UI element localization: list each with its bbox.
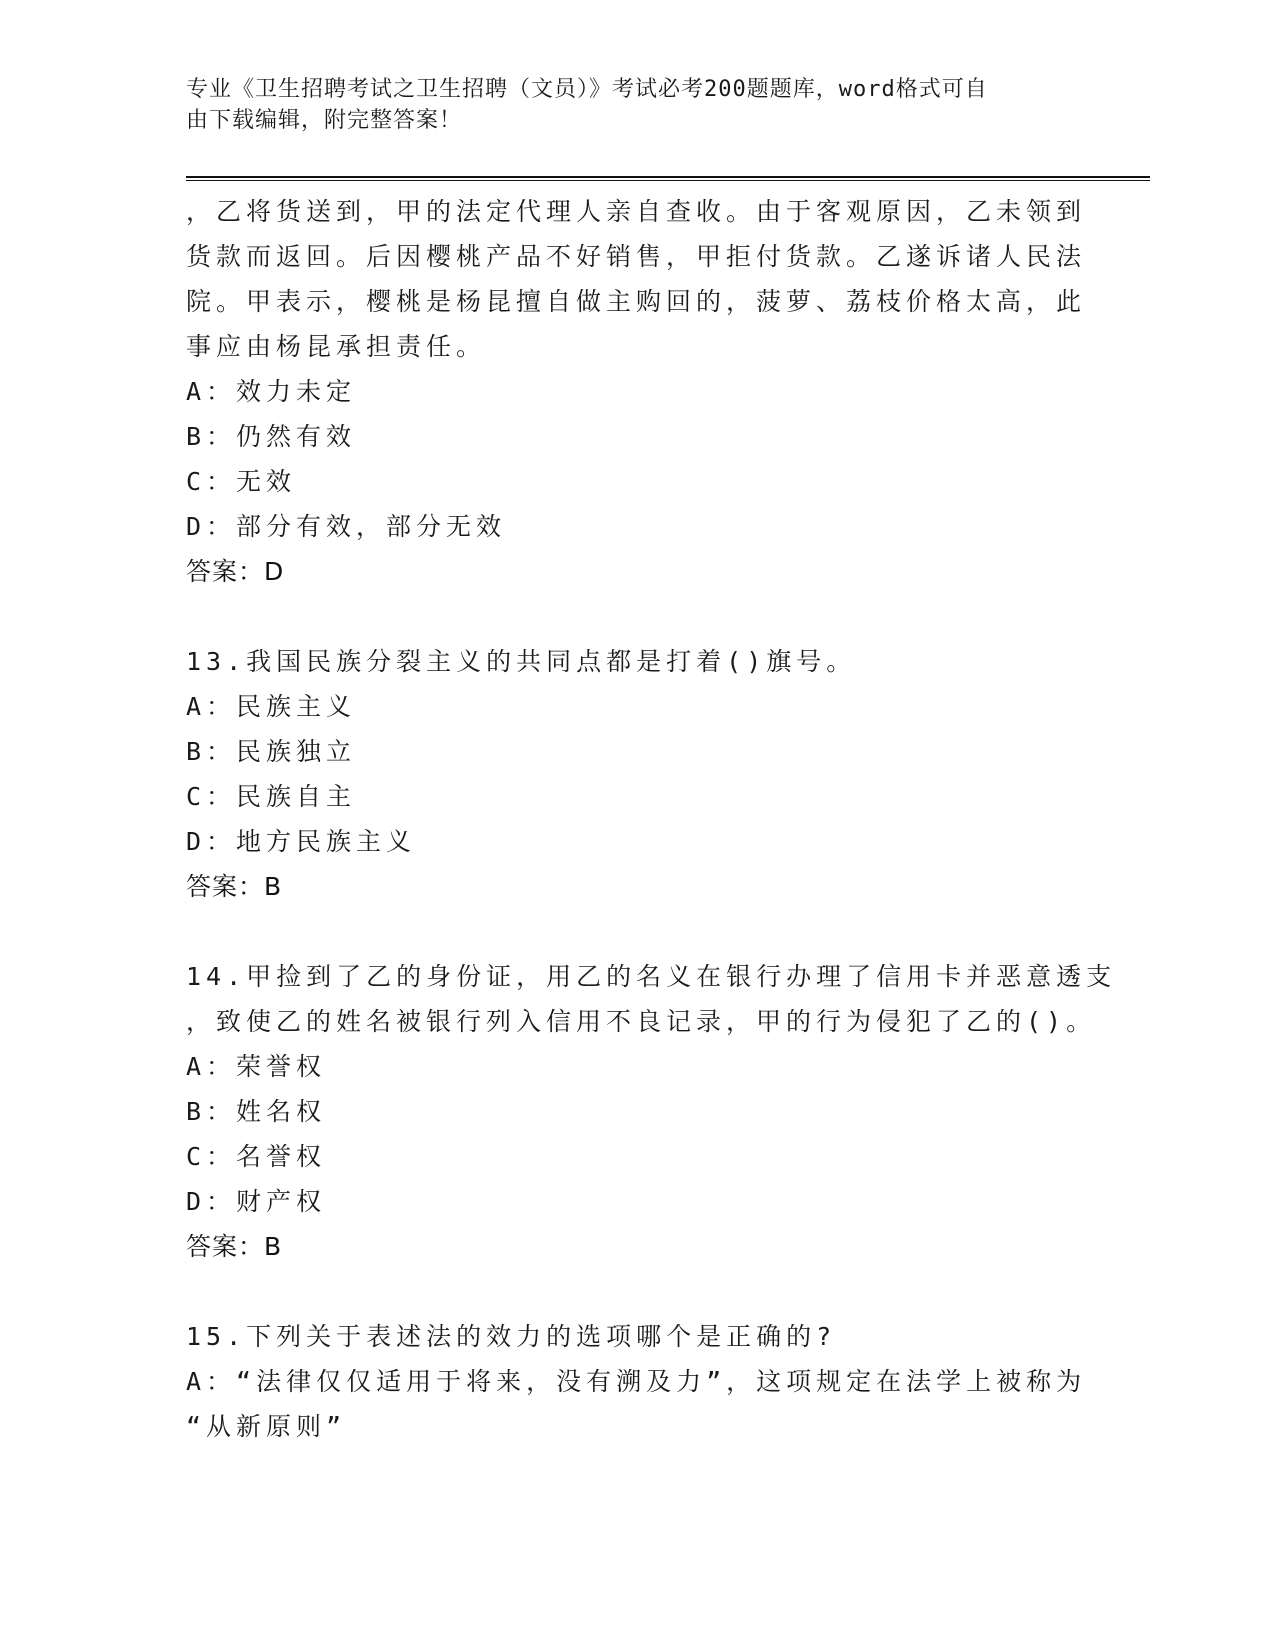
spacer [186, 1269, 1086, 1314]
question-12 [186, 189, 1086, 594]
option-a: A：“法律仅仅适用于将来，没有溯及力”，这项规定在法学上被称为 [186, 1367, 1087, 1396]
option-b: B：仍然有效 [186, 422, 357, 451]
spacer [186, 909, 1086, 954]
option-a: A：民族主义 [186, 692, 357, 721]
option-a: A：效力未定 [186, 377, 357, 406]
option-d: D：地方民族主义 [186, 827, 417, 856]
header-divider [186, 176, 1150, 181]
option-d: D：财产权 [186, 1187, 327, 1216]
page-header [186, 74, 1066, 136]
option-b: B：姓名权 [186, 1097, 327, 1126]
question-stem-line: 13.我国民族分裂主义的共同点都是打着()旗号。 [186, 647, 857, 676]
option-a-continuation: “从新原则” [186, 1412, 347, 1441]
option-d: D：部分有效，部分无效 [186, 512, 507, 541]
option-c: C：民族自主 [186, 782, 357, 811]
question-stem-line: ，致使乙的姓名被银行列入信用不良记录，甲的行为侵犯了乙的()。 [186, 1007, 1097, 1036]
spacer [186, 594, 1086, 639]
question-list [186, 189, 1117, 1449]
question-15 [186, 1314, 1086, 1449]
question-stem-line: 事应由杨昆承担责任。 [186, 332, 487, 361]
option-a: A：荣誉权 [186, 1052, 327, 1081]
answer-label: 答案：B [186, 1232, 283, 1261]
answer-label: 答案：B [186, 872, 283, 901]
answer-label: 答案：D [186, 557, 285, 586]
header-title-line-2: 由下载编辑，附完整答案！ [186, 108, 463, 133]
option-c: C：名誉权 [186, 1142, 327, 1171]
option-b: B：民族独立 [186, 737, 357, 766]
option-c: C：无效 [186, 467, 297, 496]
question-stem-line: 货款而返回。后因樱桃产品不好销售，甲拒付货款。乙遂诉诸人民法 [186, 242, 1087, 271]
header-title-line-1: 专业《卫生招聘考试之卫生招聘（文员）》考试必考200题题库，word格式可自 [186, 77, 988, 102]
question-stem-line: 14.甲捡到了乙的身份证，用乙的名义在银行办理了信用卡并恶意透支 [186, 962, 1117, 991]
question-stem-line: 院。甲表示，樱桃是杨昆擅自做主购回的，菠萝、荔枝价格太高，此 [186, 287, 1087, 316]
question-13 [186, 639, 1086, 909]
question-14 [186, 954, 1117, 1269]
question-stem-line: 15.下列关于表述法的效力的选项哪个是正确的? [186, 1322, 837, 1351]
question-stem-line: ，乙将货送到，甲的法定代理人亲自查收。由于客观原因，乙未领到 [186, 197, 1087, 226]
